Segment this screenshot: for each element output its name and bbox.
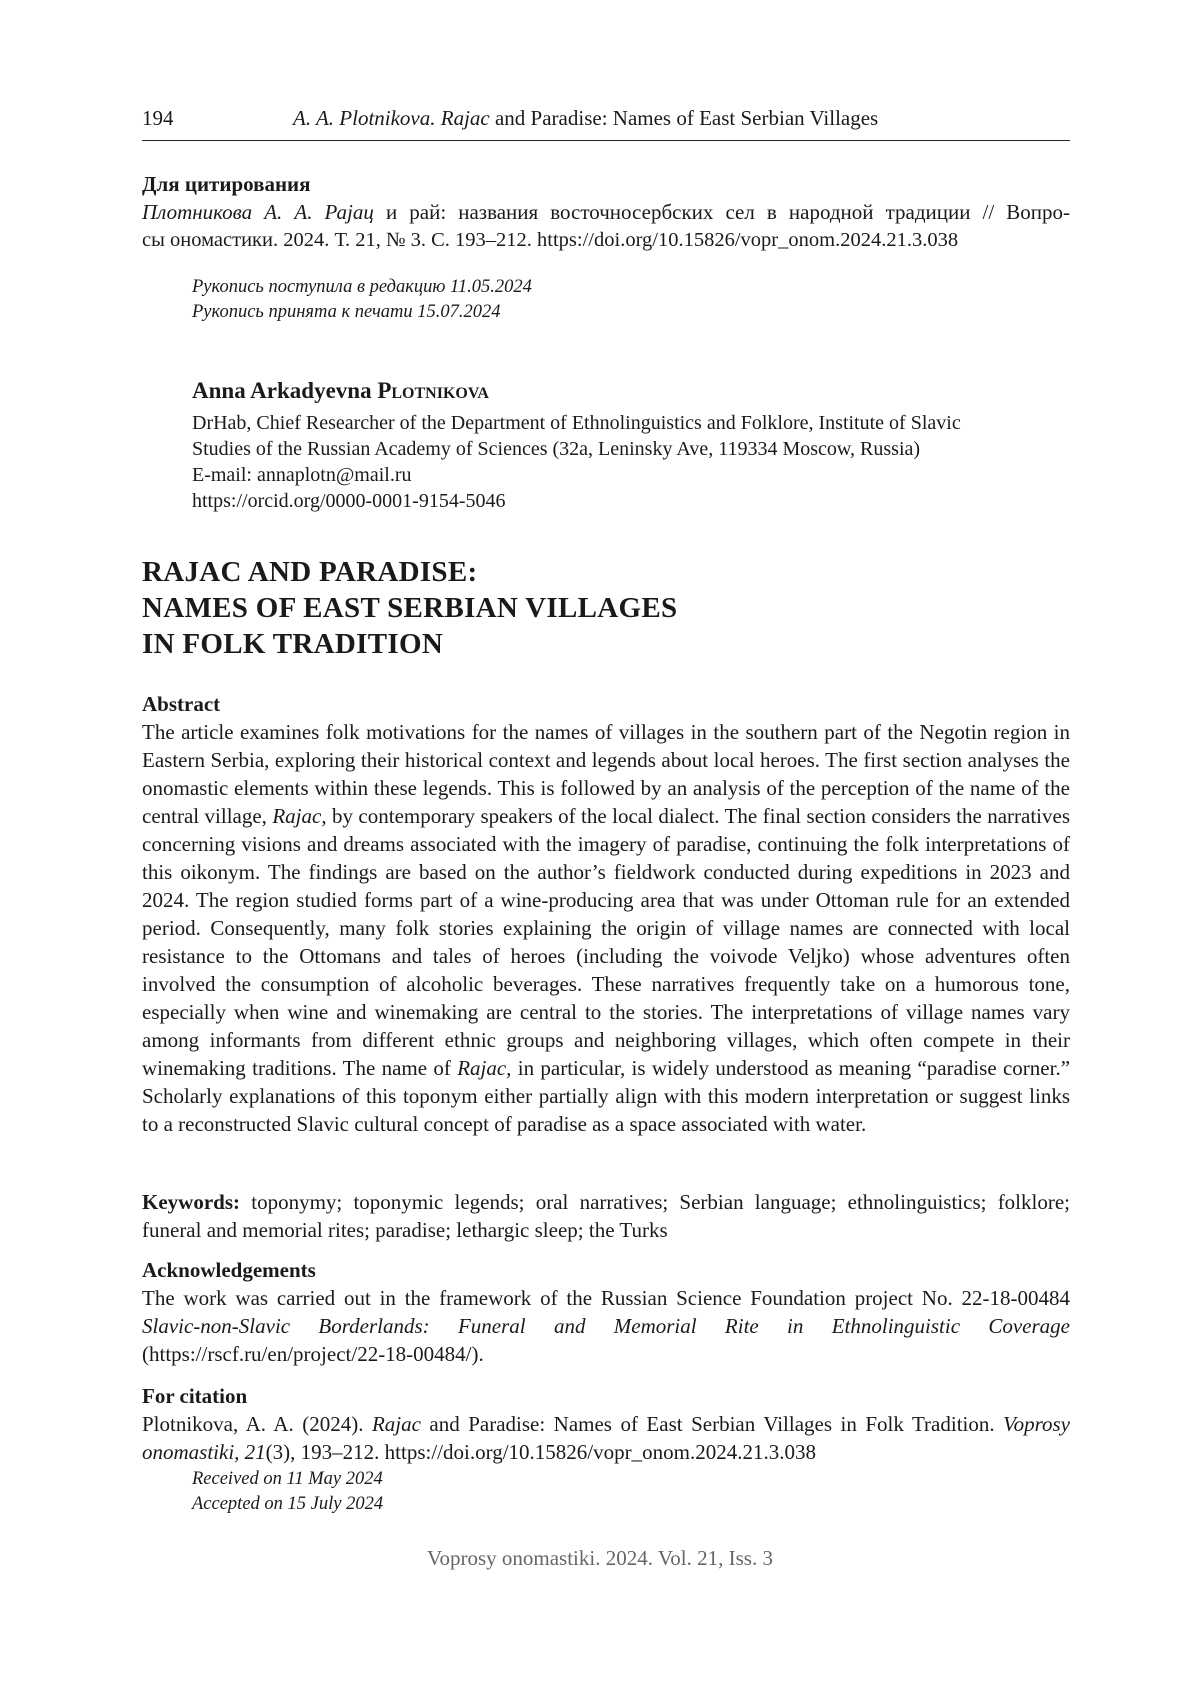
author-email[interactable]: E-mail: annaplotn@mail.ru <box>192 464 412 486</box>
keywords-text: Keywords: toponymy; toponymic legends; oral narratives; Serbian language; ethnolinguistics; folklore; funeral and memorial rites; paradise; lethargic sleep; the Turks <box>142 1190 1070 1242</box>
received-date: Received on 11 May 2024 <box>192 1469 383 1489</box>
acknowledgements-heading: Acknowledgements <box>142 1258 316 1282</box>
ru-citation-block <box>142 170 1070 254</box>
keywords-label: Keywords: <box>142 1190 240 1214</box>
ru-citation-line2: сы ономастики. 2024. Т. 21, № 3. С. 193–212. https://doi.org/10.15826/vopr_onom.2024.21.3.038 <box>142 229 959 251</box>
running-header <box>142 104 1070 141</box>
author-orcid[interactable]: https://orcid.org/0000-0001-9154-5046 <box>192 490 506 512</box>
ru-citation-heading: Для цитирования <box>142 172 311 196</box>
keywords-block <box>142 1188 1070 1244</box>
running-title: A. A. Plotnikova. Rajac and Paradise: Names of East Serbian Villages <box>293 106 879 130</box>
author-block <box>192 376 1072 514</box>
abstract-heading: Abstract <box>142 692 221 716</box>
page-footer: Voprosy onomastiki. 2024. Vol. 21, Iss. 3 <box>427 1546 773 1570</box>
article-title: RAJAC AND PARADISE: NAMES OF EAST SERBIAN VILLAGES IN FOLK TRADITION <box>142 556 678 660</box>
author-affiliation: DrHab, Chief Researcher of the Department of Ethnolinguistics and Folklore, Institute of Slavic Studies of the Russian Academy of Sciences (32a, Leninsky Ave, 119334 Moscow, Russia) E-mail: annaplotn@mail.ru https://orcid.org/0000-0001-9154-5046 <box>192 410 1072 514</box>
acknowledgements-block <box>142 1256 1070 1368</box>
ru-received-date: Рукопись поступила в редакцию 11.05.2024 <box>192 277 532 297</box>
abstract-block <box>142 690 1070 1138</box>
page-number: 194 <box>142 106 174 130</box>
ru-accepted-date: Рукопись принята к печати 15.07.2024 <box>192 302 501 322</box>
citation-heading: For citation <box>142 1384 248 1408</box>
citation-block <box>142 1382 1070 1466</box>
acknowledgements-text: The work was carried out in the framework of the Russian Science Foundation project No. 22-18-00484 Slavic-non-Slavic Borderlands: Funeral and Memorial Rite in Ethnolinguistic Coverage (https://rscf.ru/en/project/22-18-00484/). <box>142 1286 1070 1366</box>
abstract-text: The article examines folk motivations for the names of villages in the southern part of the Negotin region in Eastern Serbia, exploring their historical context and legends about local heroes. The first section analyses the onomastic elements within these legends. This is followed by an analysis of the perception of the name of the central village, Rajac, by contemporary speakers of the local dialect. The final section considers the narratives concerning visions and dreams associated with the imagery of paradise, continuing the folk interpretations of this oikonym. The findings are based on the author’s fieldwork conducted during expeditions in 2023 and 2024. The region studied forms part of a wine-producing area that was under Ottoman rule for an extended period. Consequently, many folk stories explaining the origin of village names are connected with local resistance to the Ottomans and tales of heroes (including the voivode Veljko) whose adventures often involved the consumption of alcoholic beverages. These narratives frequently take on a humorous tone, especially when wine and winemaking are central to the stories. The interpretations of village names vary among informants from different ethnic groups and neighboring villages, which often compete in their winemaking traditions. The name of Rajac, in particular, is widely understood as meaning “paradise corner.” Scholarly explanations of this toponym either partially align with this modern interpretation or suggest links to a reconstructed Slavic cultural concept of paradise as a space associated with water. <box>142 720 1071 1136</box>
author-name: Anna Arkadyevna Plotnikova <box>192 378 489 403</box>
accepted-date: Accepted on 15 July 2024 <box>192 1494 384 1514</box>
ru-citation-line1: Плотникова А. А. Рајац и рай: названия восточносербских сел в народной традиции // Вопро- <box>142 200 1071 224</box>
citation-text: Plotnikova, A. A. (2024). Rajac and Paradise: Names of East Serbian Villages in Folk Tradition. Voprosy onomastiki, 21(3), 193–212. https://doi.org/10.15826/vopr_onom.2024.21.3.038 <box>142 1412 1070 1464</box>
